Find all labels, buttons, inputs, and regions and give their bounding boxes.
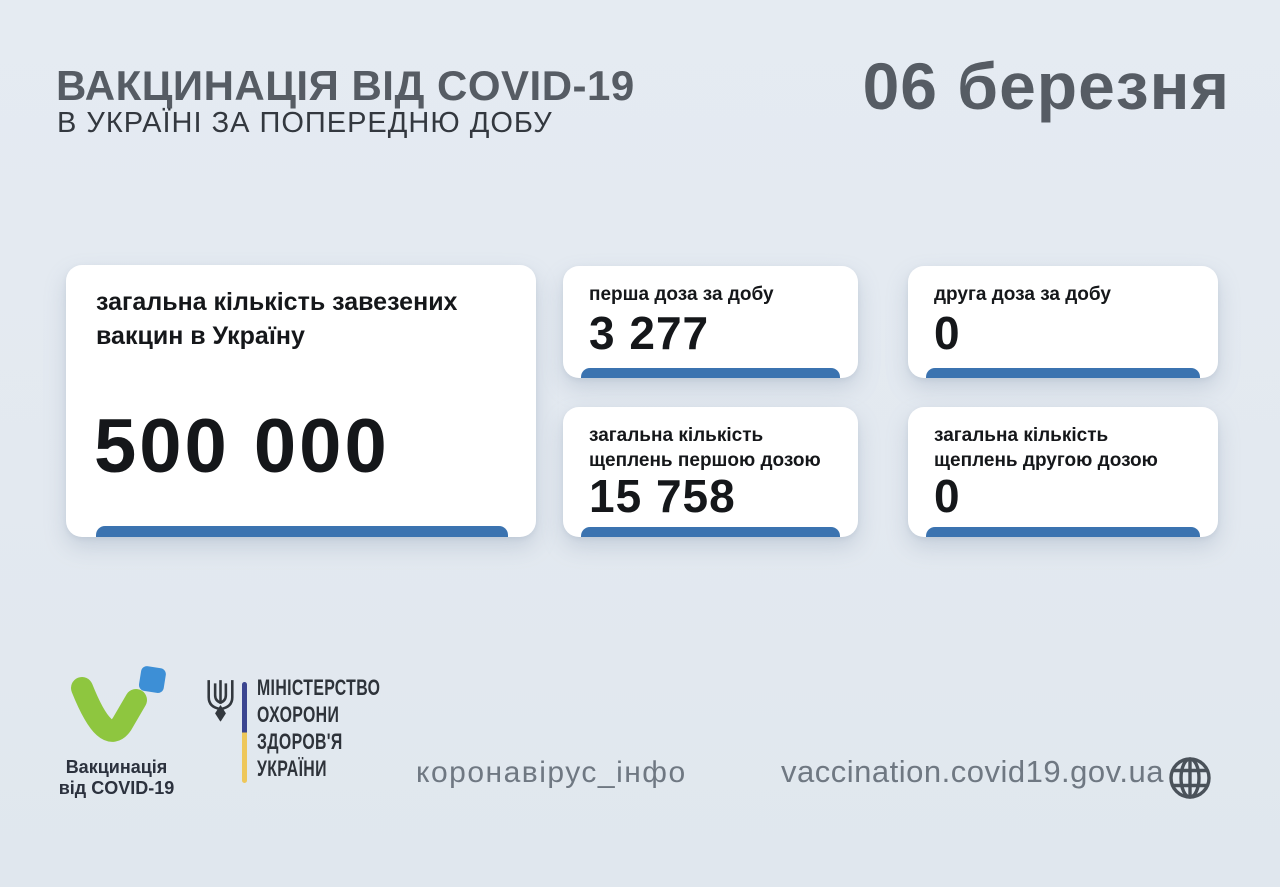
stat-label: загальна кількість завезених вакцин в Україну <box>96 288 458 350</box>
accent-bar <box>581 527 840 537</box>
stat-label: друга доза за добу <box>934 284 1111 305</box>
trident-icon <box>204 678 237 723</box>
stat-value: 3 277 <box>589 307 710 359</box>
stat-value: 500 000 <box>94 404 390 489</box>
ministry-of-health-wordmark: МІНІСТЕРСТВО ОХОРОНИ ЗДОРОВ'Я УКРАЇНИ <box>257 675 381 781</box>
card-first-dose-total <box>563 407 858 537</box>
accent-bar <box>926 368 1200 378</box>
telegram-channel-name: коронавірус_інфо <box>416 756 687 789</box>
ukraine-flag-bar <box>242 682 247 783</box>
stat-value: 15 758 <box>589 470 736 522</box>
page-title: ВАКЦИНАЦІЯ ВІД COVID-19 <box>56 62 635 109</box>
stat-label: перша доза за добу <box>589 284 774 305</box>
report-date: 06 березня <box>862 49 1230 123</box>
page-subtitle: В УКРАЇНІ ЗА ПОПЕРЕДНЮ ДОБУ <box>57 107 553 139</box>
stat-value: 0 <box>934 307 961 359</box>
website-url: vaccination.covid19.gov.ua <box>781 754 1164 789</box>
card-second-dose-total <box>908 407 1218 537</box>
accent-bar <box>96 526 508 537</box>
accent-bar <box>926 527 1200 537</box>
accent-bar <box>581 368 840 378</box>
stat-value: 0 <box>934 470 961 522</box>
card-second-dose-per-day <box>908 266 1218 378</box>
globe-icon <box>1167 755 1213 801</box>
stat-label: загальна кількість щеплень першою дозою <box>589 425 821 472</box>
vaccination-v-logo-icon <box>62 660 174 760</box>
card-total-delivered-vaccines <box>66 265 536 537</box>
card-first-dose-per-day <box>563 266 858 378</box>
stat-label: загальна кількість щеплень другою дозою <box>934 425 1158 472</box>
vaccination-logo-label: Вакцинація від COVID-19 <box>58 757 175 798</box>
